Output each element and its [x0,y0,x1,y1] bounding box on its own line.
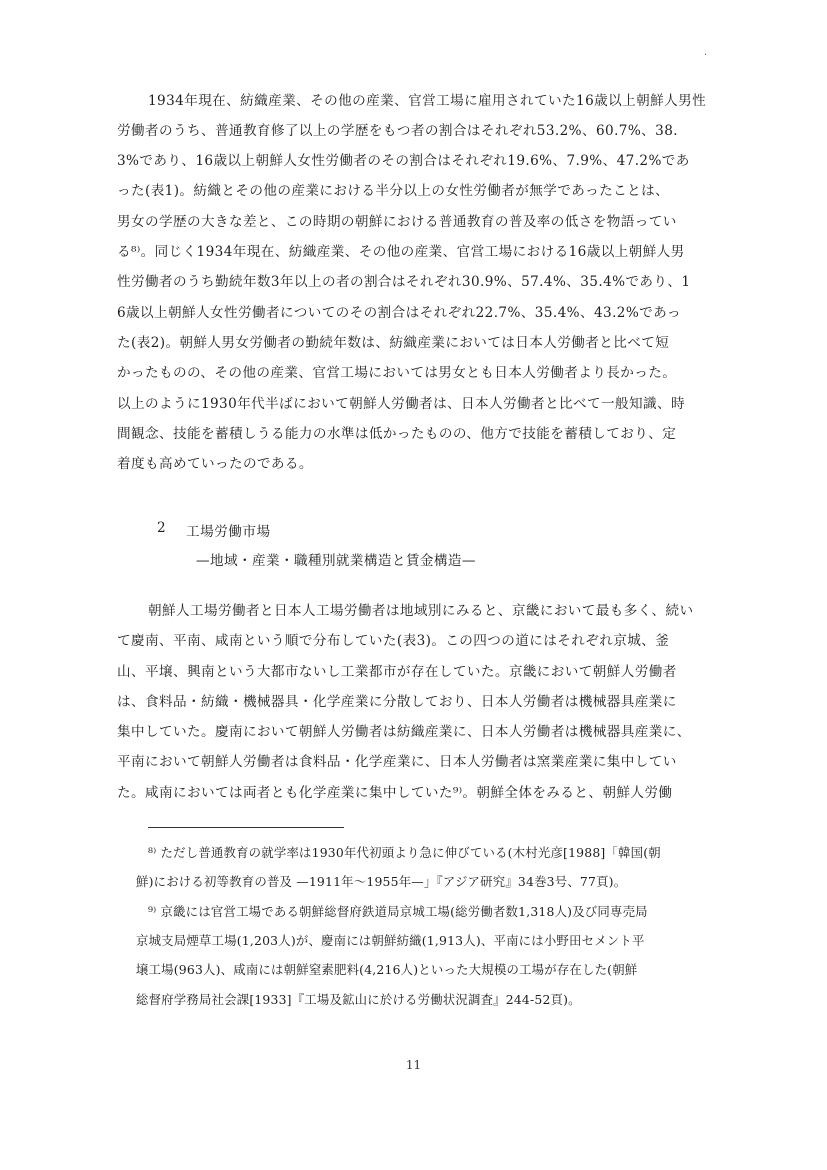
footnote-9-line: ⁹⁾ 京畿には官営工場である朝鮮総督府鉄道局京城工場(総労働者数1,318人)及び同専売局 [148,904,648,919]
section-title: 工場労働市場 [186,524,271,540]
text-line: 間観念、技能を蓄積しうる能力の水準は低かったものの、他方で技能を蓄積しており、定 [117,426,677,442]
scan-mark: · [704,50,708,61]
text-line: 平南において朝鮮人労働者は食料品・化学産業に、日本人労働者は窯業産業に集中してい [117,754,677,770]
footnote-8-line: ⁸⁾ ただし普通教育の就学率は1930年代初頭より急に伸びている(木村光彦[1988]「韓国(朝 [148,845,661,860]
text-line: 着度も高めていったのである。 [117,456,313,472]
text-line: 朝鮮人工場労働者と日本人工場労働者は地域別にみると、京畿において最も多く、続い [148,603,694,619]
text-line: る⁸⁾。同じく1934年現在、紡織産業、その他の産業、官営工場における16歳以上朝鮮人男 [117,244,685,260]
text-line: った(表1)。紡織とその他の産業における半分以上の女性労働者が無学であったことは、 [117,183,670,199]
text-line: 労働者のうち、普通教育修了以上の学歴をもつ者の割合はそれぞれ53.2%、60.7%、38. [117,123,678,139]
text-line: 集中していた。慶南において朝鮮人労働者は紡織産業に、日本人労働者は機械器具産業に、 [117,724,691,740]
page-number: 11 [405,1058,422,1072]
footnote-9-line: 京城支局煙草工場(1,203人)が、慶南には朝鮮紡織(1,913人)、平南には小野田セメント平 [136,933,645,948]
text-line: 以上のように1930年代半ばにおいて朝鮮人労働者は、日本人労働者と比べて一般知識、時 [117,396,685,412]
section-number: 2 [157,520,166,536]
text-line: て慶南、平南、咸南という順で分布していた(表3)。この四つの道にはそれぞれ京城、釜 [117,633,670,649]
text-line: 男女の学歴の大きな差と、この時期の朝鮮における普通教育の普及率の低さを物語ってい [117,214,677,230]
text-line: た。咸南においては両者とも化学産業に集中していた⁹⁾。朝鮮全体をみると、朝鮮人労働 [117,785,673,801]
text-line: は、食料品・紡織・機械器具・化学産業に分散しており、日本人労働者は機械器具産業に [117,694,677,710]
text-line: 山、平壌、興南という大都市ないし工業都市が存在していた。京畿において朝鮮人労働者 [117,664,677,680]
text-line: 性労働者のうち勤続年数3年以上の者の割合はそれぞれ30.9%、57.4%、35.4%であり、1 [117,274,691,290]
text-line: 1934年現在、紡織産業、その他の産業、官営工場に雇用されていた16歳以上朝鮮人男性 [148,93,707,109]
text-line: た(表2)。朝鮮人男女労働者の勤続年数は、紡織産業においては日本人労働者と比べて短 [117,335,670,351]
footnote-divider [148,827,344,828]
footnote-8-line: 鮮)における初等教育の普及 —1911年～1955年—」『アジア研究』34巻3号、77頁)。 [136,874,627,889]
section-subtitle: —地域・産業・職種別就業構造と賃金構造— [196,553,476,569]
text-line: かったものの、その他の産業、官営工場においては男女とも日本人労働者より長かった。 [117,365,677,381]
footnote-9-line: 壌工場(963人)、咸南には朝鮮窒素肥料(4,216人)といった大規模の工場が存在した(朝鮮 [136,962,638,977]
footnote-9-line: 総督府学務局社会課[1933]『工場及鉱山に於ける労働状況調査』244-52頁)。 [136,992,581,1007]
text-line: 6歳以上朝鮮人女性労働者についてのその割合はそれぞれ22.7%、35.4%、43.2%であっ [117,305,682,321]
text-line: 3%であり、16歳以上朝鮮人女性労働者のその割合はそれぞれ19.6%、7.9%、47.2%であ [117,153,690,169]
